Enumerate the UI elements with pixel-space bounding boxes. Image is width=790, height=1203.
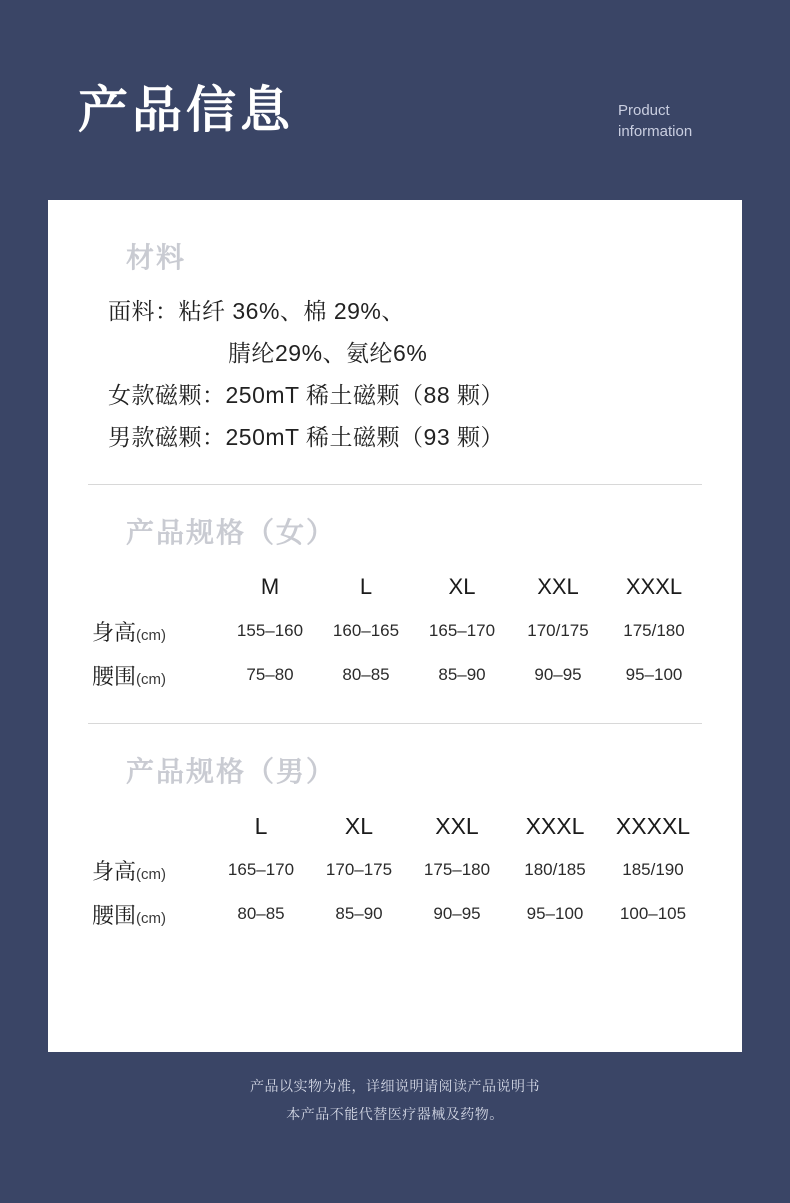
row-label <box>88 848 212 892</box>
cell-value: 75–80 <box>246 665 294 684</box>
divider <box>88 484 702 485</box>
table-header-row <box>88 804 702 848</box>
row-label <box>88 609 222 653</box>
material-line: 腈纶29%、氨纶6% <box>228 340 428 366</box>
cell-value: 80–85 <box>342 665 390 684</box>
cell-value: 85–90 <box>335 904 383 923</box>
spec-women-section <box>88 511 702 697</box>
info-card <box>48 200 742 1052</box>
divider <box>88 723 702 724</box>
table-header-row <box>88 565 702 609</box>
material-section-title: 材料 <box>126 242 187 273</box>
cell-value: 85–90 <box>438 665 486 684</box>
size-header: XXXL <box>625 574 683 599</box>
cell-value: 170/175 <box>527 621 589 640</box>
cell-value: 90–95 <box>534 665 582 684</box>
row-label <box>88 892 212 936</box>
spec-women-title: 产品规格（女） <box>126 517 337 548</box>
material-line: 女款磁颗：250mT 稀土磁颗（88 颗） <box>108 382 505 408</box>
cell-value: 90–95 <box>433 904 481 923</box>
table-row <box>88 892 702 936</box>
spec-corner-cell <box>88 565 222 609</box>
size-header: XXXL <box>525 812 585 839</box>
material-lines <box>88 290 702 458</box>
size-header: XXL <box>537 574 579 599</box>
row-label-text: 身高 <box>92 858 137 884</box>
cell-value: 95–100 <box>625 665 683 684</box>
cell-value: 95–100 <box>526 904 584 923</box>
size-header: XXXXL <box>615 812 691 839</box>
page-subtitle <box>618 100 738 142</box>
row-label-text: 腰围 <box>92 902 137 928</box>
cell-value: 100–105 <box>619 904 687 923</box>
page-subtitle-line2: information <box>618 123 693 140</box>
size-header: XXL <box>435 812 479 839</box>
table-row <box>88 609 702 653</box>
cell-value: 180/185 <box>524 860 586 879</box>
page-footer <box>0 1072 790 1128</box>
row-label <box>88 653 222 697</box>
page-subtitle-line1: Product <box>618 102 670 119</box>
row-label-unit: (cm) <box>136 865 167 883</box>
row-label-unit: (cm) <box>136 670 167 688</box>
table-row <box>88 848 702 892</box>
footer-line-2: 本产品不能代替医疗器械及药物。 <box>286 1106 504 1122</box>
cell-value: 170–175 <box>325 860 393 879</box>
cell-value: 160–165 <box>332 621 400 640</box>
row-label-text: 腰围 <box>92 663 137 689</box>
cell-value: 155–160 <box>236 621 304 640</box>
row-label-unit: (cm) <box>136 909 167 927</box>
size-header: M <box>260 574 280 599</box>
footer-line-1: 产品以实物为准，详细说明请阅读产品说明书 <box>250 1078 540 1094</box>
cell-value: 185/190 <box>622 860 684 879</box>
row-label-text: 身高 <box>92 619 137 645</box>
cell-value: 80–85 <box>237 904 285 923</box>
spec-corner-cell <box>88 804 212 848</box>
material-section <box>88 236 702 458</box>
table-row <box>88 653 702 697</box>
spec-men-title: 产品规格（男） <box>126 756 337 787</box>
cell-value: 165–170 <box>428 621 496 640</box>
spec-men-section <box>88 750 702 936</box>
page-title: 产品信息 <box>78 82 294 138</box>
spec-men-table <box>88 804 702 936</box>
size-header: XL <box>448 574 476 599</box>
size-header: L <box>254 812 268 839</box>
material-line: 男款磁颗：250mT 稀土磁颗（93 颗） <box>108 424 505 450</box>
row-label-unit: (cm) <box>136 626 167 644</box>
spec-women-table <box>88 565 702 697</box>
cell-value: 175–180 <box>423 860 491 879</box>
cell-value: 165–170 <box>227 860 295 879</box>
material-line: 面料：粘纤 36%、棉 29%、 <box>108 298 405 324</box>
size-header: L <box>359 574 373 599</box>
page-header <box>78 78 738 158</box>
cell-value: 175/180 <box>623 621 685 640</box>
size-header: XL <box>344 812 374 839</box>
